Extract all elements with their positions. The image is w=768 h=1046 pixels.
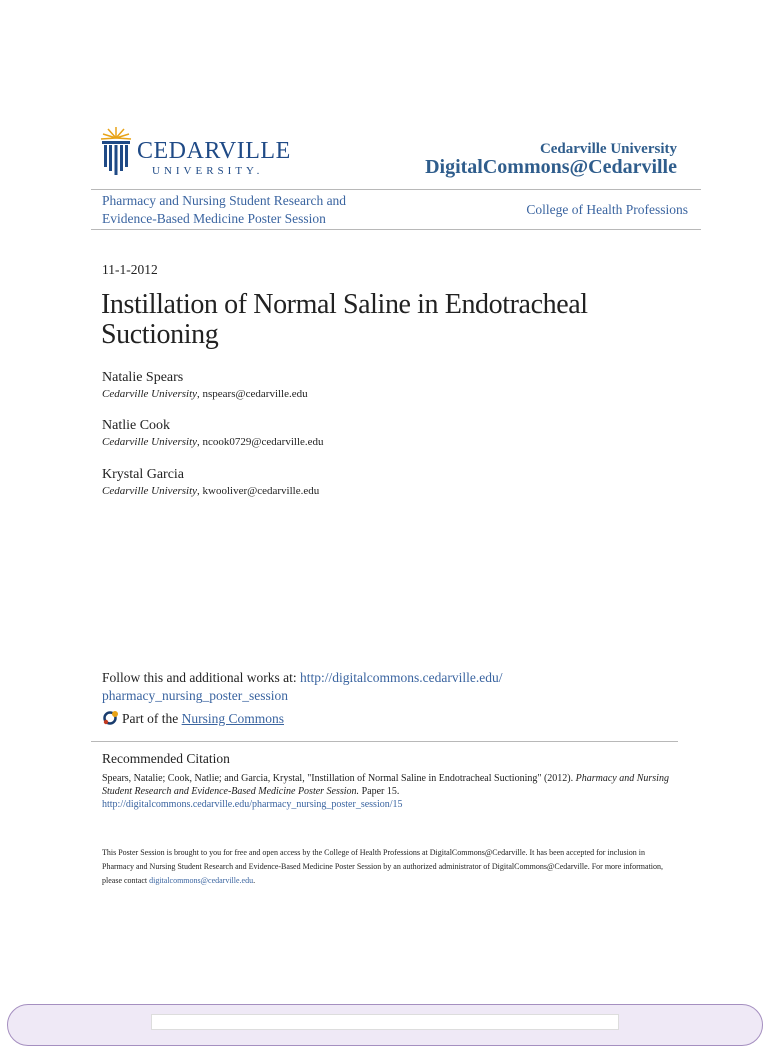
paper-title: Instillation of Normal Saline in Endotracheal Suctioning — [101, 289, 588, 350]
citation-heading: Recommended Citation — [102, 751, 230, 766]
partof-prefix: Part of the — [122, 711, 182, 726]
citation-series: Pharmacy and Nursing Student Research and Evidence-Based Medicine Poster Session. — [102, 773, 669, 797]
author-email: , kwooliver@cedarville.edu — [197, 485, 320, 497]
logo-wordmark: CEDARVILLE — [137, 138, 291, 164]
part-of-statement — [102, 710, 284, 727]
author-affiliation — [102, 436, 324, 448]
citation-divider — [91, 741, 678, 742]
author-institution: Cedarville University — [102, 388, 198, 400]
next-page-preview[interactable] — [151, 1014, 619, 1030]
series-link[interactable]: Pharmacy and Nursing Student Research and Evidence-Based Medicine Poster Session — [102, 193, 347, 226]
author-name: Krystal Garcia — [102, 467, 185, 482]
columns-icon — [102, 141, 130, 175]
author-institution: Cedarville University — [102, 436, 198, 448]
author-affiliation — [102, 388, 308, 400]
network-commons-icon — [102, 710, 120, 726]
notice-text: This Poster Session is brought to you for free and open access by the College of Health Professions at DigitalCommons@Cedarville. It has been accepted for inclusion in Pharmacy and Nursing Student Research and Evidence-Based Medicine Poster Session by an authorized administrator of DigitalCommons@Cedarville. For more information, please contact — [102, 848, 664, 885]
nursing-commons-link[interactable]: Nursing Commons — [181, 711, 285, 726]
collection-url-continued[interactable]: pharmacy_nursing_poster_session — [102, 688, 288, 703]
sunburst-icon — [101, 127, 131, 139]
header-divider — [91, 189, 701, 190]
follow-prefix: Follow this and additional works at: — [102, 670, 300, 685]
author-email: , ncook0729@cedarville.edu — [197, 436, 324, 448]
notice-end: . — [253, 876, 256, 885]
publication-date: 11-1-2012 — [102, 262, 158, 277]
logo-subtext: UNIVERSITY. — [152, 165, 264, 177]
citation-text — [102, 772, 672, 811]
access-notice — [102, 846, 672, 888]
follow-statement — [102, 669, 572, 705]
series-divider — [91, 229, 701, 230]
citation-url[interactable]: http://digitalcommons.cedarville.edu/pharmacy_nursing_poster_session/15 — [102, 799, 403, 810]
citation-paper-number: Paper 15. — [359, 786, 400, 797]
author-institution: Cedarville University — [102, 485, 198, 497]
repository-name[interactable]: DigitalCommons@Cedarville — [425, 156, 677, 178]
author-affiliation — [102, 485, 319, 497]
institution-name[interactable]: Cedarville University — [539, 141, 677, 157]
author-name: Natlie Cook — [102, 418, 171, 433]
author-name: Natalie Spears — [102, 370, 184, 385]
citation-authors-title: Spears, Natalie; Cook, Natlie; and Garcia, Krystal, "Instillation of Normal Saline in Endotracheal Suctioning" (2012). — [102, 773, 576, 784]
collection-url[interactable]: http://digitalcommons.cedarville.edu/ — [300, 670, 503, 685]
contact-email-link[interactable]: digitalcommons@cedarville.edu — [149, 876, 254, 885]
author-email: , nspears@cedarville.edu — [197, 388, 308, 400]
college-link[interactable]: College of Health Professions — [526, 202, 688, 217]
